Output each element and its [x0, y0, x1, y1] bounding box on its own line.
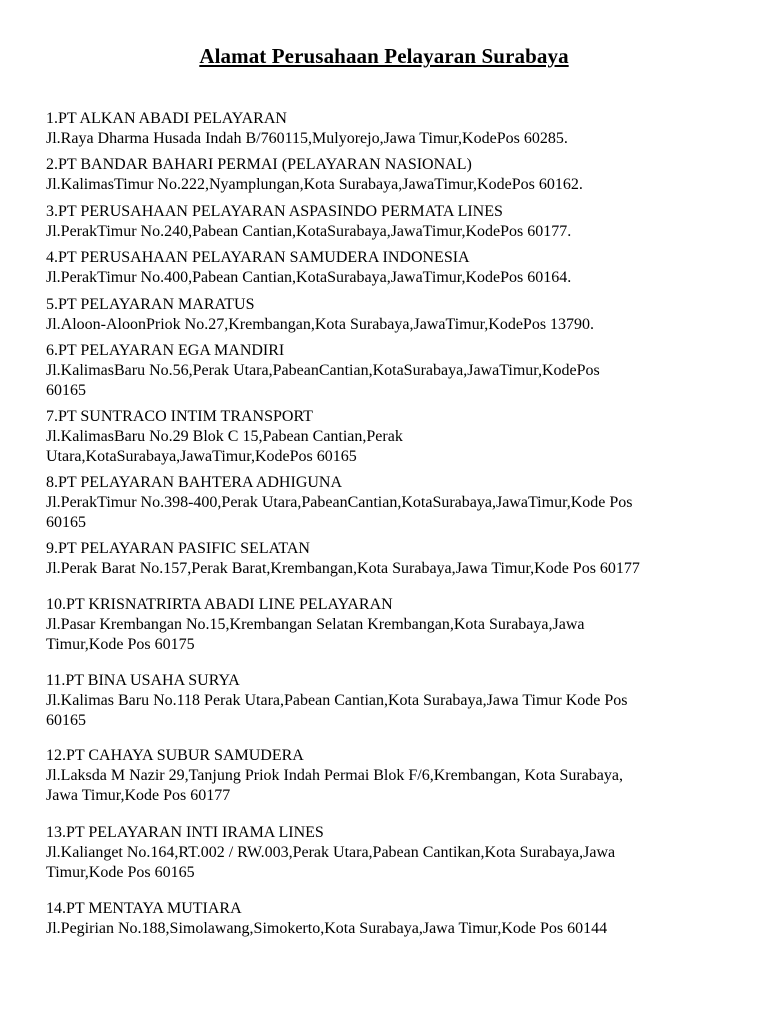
company-address: Jl.KalimasBaru No.56,Perak Utara,PabeanCantian,KotaSurabaya,JawaTimur,KodePos 60165: [46, 362, 600, 399]
company-entry: [46, 746, 736, 806]
company-address: Jl.Raya Dharma Husada Indah B/760115,Mulyorejo,Jawa Timur,KodePos 60285.: [46, 130, 568, 147]
company-address: Jl.Kalianget No.164,RT.002 / RW.003,Perak Utara,Pabean Cantikan,Kota Surabaya,Jawa Timur,Kode Pos 60165: [46, 844, 616, 881]
company-address: Jl.PerakTimur No.398-400,Perak Utara,PabeanCantian,KotaSurabaya,JawaTimur,Kode Pos 60165: [46, 494, 633, 531]
company-name: 11.PT BINA USAHA SURYA: [46, 672, 240, 689]
company-entry: [46, 248, 736, 288]
company-name: 10.PT KRISNATRIRTA ABADI LINE PELAYARAN: [46, 596, 393, 613]
company-entry: [46, 202, 736, 242]
company-name: 8.PT PELAYARAN BAHTERA ADHIGUNA: [46, 474, 343, 491]
company-name: 14.PT MENTAYA MUTIARA: [46, 900, 242, 917]
company-entry: [46, 295, 736, 335]
company-name: 7.PT SUNTRACO INTIM TRANSPORT: [46, 408, 313, 425]
company-address: Jl.Kalimas Baru No.118 Perak Utara,Pabean Cantian,Kota Surabaya,Jawa Timur Kode Pos 60165: [46, 692, 628, 729]
company-entry: [46, 341, 736, 401]
company-name: 12.PT CAHAYA SUBUR SAMUDERA: [46, 747, 304, 764]
company-name: 6.PT PELAYARAN EGA MANDIRI: [46, 342, 285, 359]
company-address: Jl.Laksda M Nazir 29,Tanjung Priok Indah Permai Blok F/6,Krembangan, Kota Surabaya, Jawa Timur,Kode Pos 60177: [46, 767, 623, 804]
company-entry: [46, 899, 736, 939]
company-name: 13.PT PELAYARAN INTI IRAMA LINES: [46, 824, 324, 841]
company-address: Jl.KalimasTimur No.222,Nyamplungan,Kota Surabaya,JawaTimur,KodePos 60162.: [46, 176, 583, 193]
company-entry: [46, 671, 736, 731]
company-entry: [46, 595, 736, 655]
company-address: Jl.PerakTimur No.240,Pabean Cantian,KotaSurabaya,JawaTimur,KodePos 60177.: [46, 223, 572, 240]
company-entry: [46, 109, 736, 149]
company-address: Jl.Pasar Krembangan No.15,Krembangan Selatan Krembangan,Kota Surabaya,Jawa Timur,Kode Pos 60175: [46, 616, 585, 653]
company-name: 1.PT ALKAN ABADI PELAYARAN: [46, 110, 287, 127]
company-address: Jl.KalimasBaru No.29 Blok C 15,Pabean Cantian,Perak Utara,KotaSurabaya,JawaTimur,KodePos 60165: [46, 428, 403, 465]
company-entry: [46, 823, 736, 883]
company-name: 9.PT PELAYARAN PASIFIC SELATAN: [46, 540, 310, 557]
company-name: 4.PT PERUSAHAAN PELAYARAN SAMUDERA INDONESIA: [46, 249, 470, 266]
company-entry: [46, 539, 736, 579]
company-address: Jl.Perak Barat No.157,Perak Barat,Krembangan,Kota Surabaya,Jawa Timur,Kode Pos 60177: [46, 560, 640, 577]
company-address: Jl.Pegirian No.188,Simolawang,Simokerto,Kota Surabaya,Jawa Timur,Kode Pos 60144: [46, 920, 608, 937]
document-title: Alamat Perusahaan Pelayaran Surabaya: [199, 44, 569, 68]
company-name: 2.PT BANDAR BAHARI PERMAI (PELAYARAN NASIONAL): [46, 156, 472, 173]
company-address: Jl.Aloon-AloonPriok No.27,Krembangan,Kota Surabaya,JawaTimur,KodePos 13790.: [46, 316, 595, 333]
company-address: Jl.PerakTimur No.400,Pabean Cantian,KotaSurabaya,JawaTimur,KodePos 60164.: [46, 269, 572, 286]
company-entry: [46, 407, 736, 467]
company-entry: [46, 473, 736, 533]
company-name: 5.PT PELAYARAN MARATUS: [46, 296, 255, 313]
company-name: 3.PT PERUSAHAAN PELAYARAN ASPASINDO PERMATA LINES: [46, 203, 503, 220]
company-entry: [46, 155, 736, 195]
